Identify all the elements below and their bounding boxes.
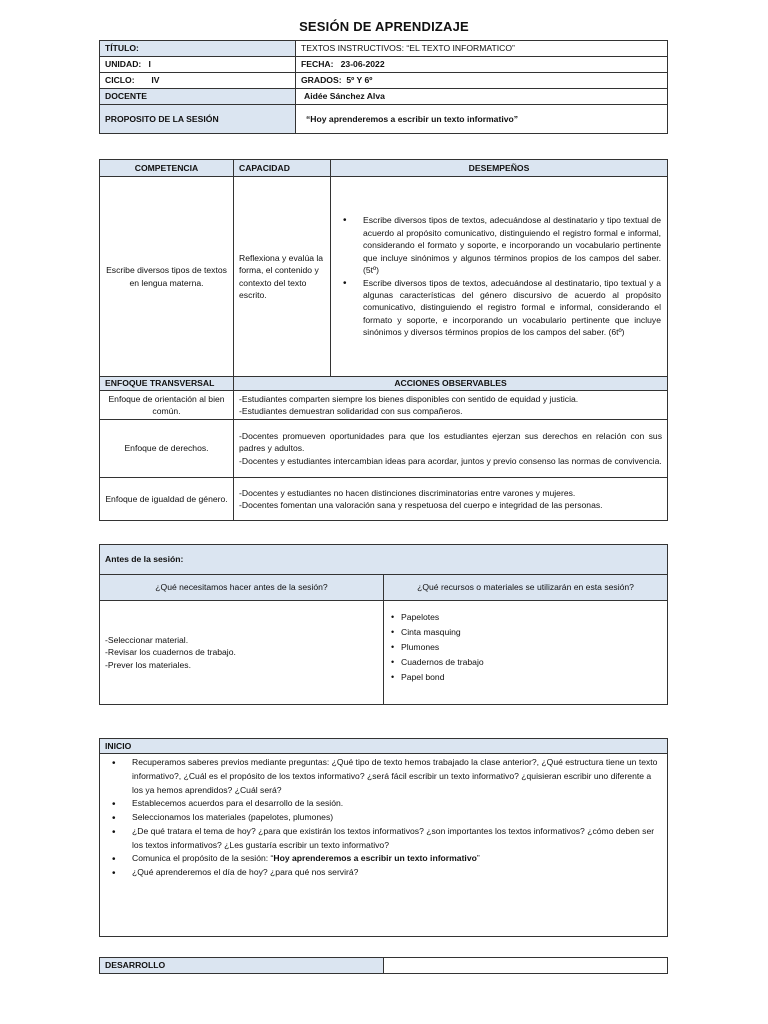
desarrollo-header: DESARROLLO — [100, 958, 384, 974]
antes-header: Antes de la sesión: — [100, 545, 668, 575]
antes-col2-header: ¿Qué recursos o materiales se utilizarán en esta sesión? — [384, 575, 668, 601]
info-table — [99, 40, 668, 134]
enfoque-name: Enfoque de orientación al bien común. — [100, 391, 234, 420]
ciclo-label: CICLO: — [105, 75, 135, 86]
material-item: • Papelotes — [389, 610, 662, 625]
desarrollo-table — [99, 957, 668, 974]
desarrollo-empty — [384, 958, 668, 974]
accion-line: -Docentes fomentan una valoración sana y respetuosa del cuerpo e integridad de las personas. — [239, 500, 603, 510]
material-item: • Papel bond — [389, 670, 662, 685]
unidad-value: I — [148, 59, 151, 70]
antes-accion: -Seleccionar material. — [105, 634, 189, 645]
inicio-item: • Recuperamos saberes previos mediante preguntas: ¿Qué tipo de texto hemos trabajado la clase anterior?, ¿Qué estructura tiene un texto informativo?, ¿Cuál es el propósito de los textos informativo? ¿será fácil escribir un texto informativo? ¿quisieran escribir uno diferente a los ya hemos aprendidos? ¿Cuál será? — [106, 756, 661, 797]
fecha-label: FECHA: — [301, 59, 334, 70]
docente-label: DOCENTE — [100, 89, 296, 105]
material-item: • Plumones — [389, 640, 662, 655]
comunica-prefix: Comunica el propósito de la sesión: “ — [132, 853, 274, 864]
antes-acciones-cell — [100, 601, 384, 705]
enfoque-acciones — [234, 391, 668, 420]
acciones-header: ACCIONES OBSERVABLES — [234, 377, 668, 391]
accion-line: -Docentes promueven oportunidades para que los estudiantes ejerzan sus derechos en relación con sus padres y adultos. — [239, 430, 662, 454]
inicio-list — [106, 756, 661, 880]
inicio-item: • ¿Qué aprenderemos el día de hoy? ¿para qué nos servirá? — [106, 866, 661, 880]
grados-cell — [296, 73, 668, 89]
materiales-list — [389, 610, 662, 685]
enfoque-name: Enfoque de derechos. — [100, 420, 234, 478]
enfoque-name: Enfoque de igualdad de género. — [100, 478, 234, 521]
material-item: • Cinta masquing — [389, 625, 662, 640]
grados-value: 5º Y 6º — [346, 75, 373, 86]
titulo-value: TEXTOS INSTRUCTIVOS: “EL TEXTO INFORMATICO” — [296, 41, 668, 57]
proposito-value: “Hoy aprenderemos a escribir un texto informativo” — [296, 105, 668, 134]
antes-col1-header: ¿Qué necesitamos hacer antes de la sesión? — [100, 575, 384, 601]
antes-table — [99, 544, 668, 705]
competencia-header: COMPETENCIA — [100, 160, 234, 177]
desempenos-list — [337, 214, 661, 339]
enfoque-acciones — [234, 420, 668, 478]
desempenos-cell — [331, 177, 668, 377]
ciclo-cell — [100, 73, 296, 89]
desempenos-header: DESEMPEÑOS — [331, 160, 668, 177]
page-title: SESIÓN DE APRENDIZAJE — [299, 19, 469, 34]
inicio-item: • Seleccionamos los materiales (papelotes, plumones) — [106, 811, 661, 825]
desempeno-item: • Escribe diversos tipos de textos, adecuándose al destinatario y tipo textual de acuerdo al propósito comunicativo, distinguiendo el registro formal e informal, considerando el formato y soporte, e incorporando un vocabulario pertinente que incluye sinónimos y algunos términos propios de los campos del saber. (5tº) — [337, 214, 661, 276]
proposito-label: PROPOSITO DE LA SESIÓN — [100, 105, 296, 134]
ciclo-value: IV — [151, 75, 160, 86]
accion-line: -Estudiantes comparten siempre los bienes disponibles con sentido de equidad y justicia. — [239, 393, 579, 404]
inicio-header: INICIO — [100, 739, 668, 754]
unidad-label: UNIDAD: — [105, 59, 142, 70]
antes-materiales-cell — [384, 601, 668, 705]
desempeno-item: • Escribe diversos tipos de textos, adecuándose al destinatario, tipo textual y a algunas características del género discursivo de acuerdo al propósito comunicativo, distinguiendo el registro formal e informal, considerando el formato y soporte, e incorporando un vocabulario pertinente que incluye sinónimos y diversos términos propios de los campos del saber. (6tº) — [337, 277, 661, 339]
inicio-table — [99, 738, 668, 937]
accion-line: -Docentes y estudiantes intercambian ideas para acordar, juntos y previo consenso las normas de convivencia. — [239, 455, 662, 466]
antes-accion: -Revisar los cuadernos de trabajo. — [105, 647, 236, 658]
inicio-item-proposito — [106, 852, 661, 866]
titulo-label: TÍTULO: — [100, 41, 296, 57]
grados-label: GRADOS: — [301, 75, 342, 86]
inicio-item: • ¿De qué tratara el tema de hoy? ¿para que existirán los textos informativos? ¿son importantes los textos informativos? ¿cómo deben ser los textos informativos? ¿Les gustaría escribir un texto informativo? — [106, 825, 661, 853]
antes-accion: -Prever los materiales. — [105, 659, 191, 670]
fecha-value: 23-06-2022 — [340, 59, 385, 70]
comunica-bold: Hoy aprenderemos a escribir un texto informativo — [273, 853, 477, 864]
inicio-item: • Establecemos acuerdos para el desarrollo de la sesión. — [106, 797, 661, 811]
material-item: • Cuadernos de trabajo — [389, 655, 662, 670]
comunica-suffix: ” — [476, 853, 480, 864]
inicio-content — [100, 754, 668, 937]
competencias-table — [99, 159, 668, 521]
docente-value: Aidée Sánchez Alva — [296, 89, 668, 105]
fecha-cell — [296, 57, 668, 73]
enfoque-acciones — [234, 478, 668, 521]
enfoque-header: ENFOQUE TRANSVERSAL — [100, 377, 234, 391]
capacidad-cell: Reflexiona y evalúa la forma, el contenido y contexto del texto escrito. — [234, 177, 331, 377]
accion-line: -Docentes y estudiantes no hacen distinciones discriminatorias entre varones y mujeres. — [239, 487, 576, 498]
competencia-cell: Escribe diversos tipos de textos en lengua materna. — [100, 177, 234, 377]
accion-line: -Estudiantes demuestran solidaridad con sus compañeros. — [239, 406, 463, 416]
capacidad-header: CAPACIDAD — [234, 160, 331, 177]
unidad-cell — [100, 57, 296, 73]
